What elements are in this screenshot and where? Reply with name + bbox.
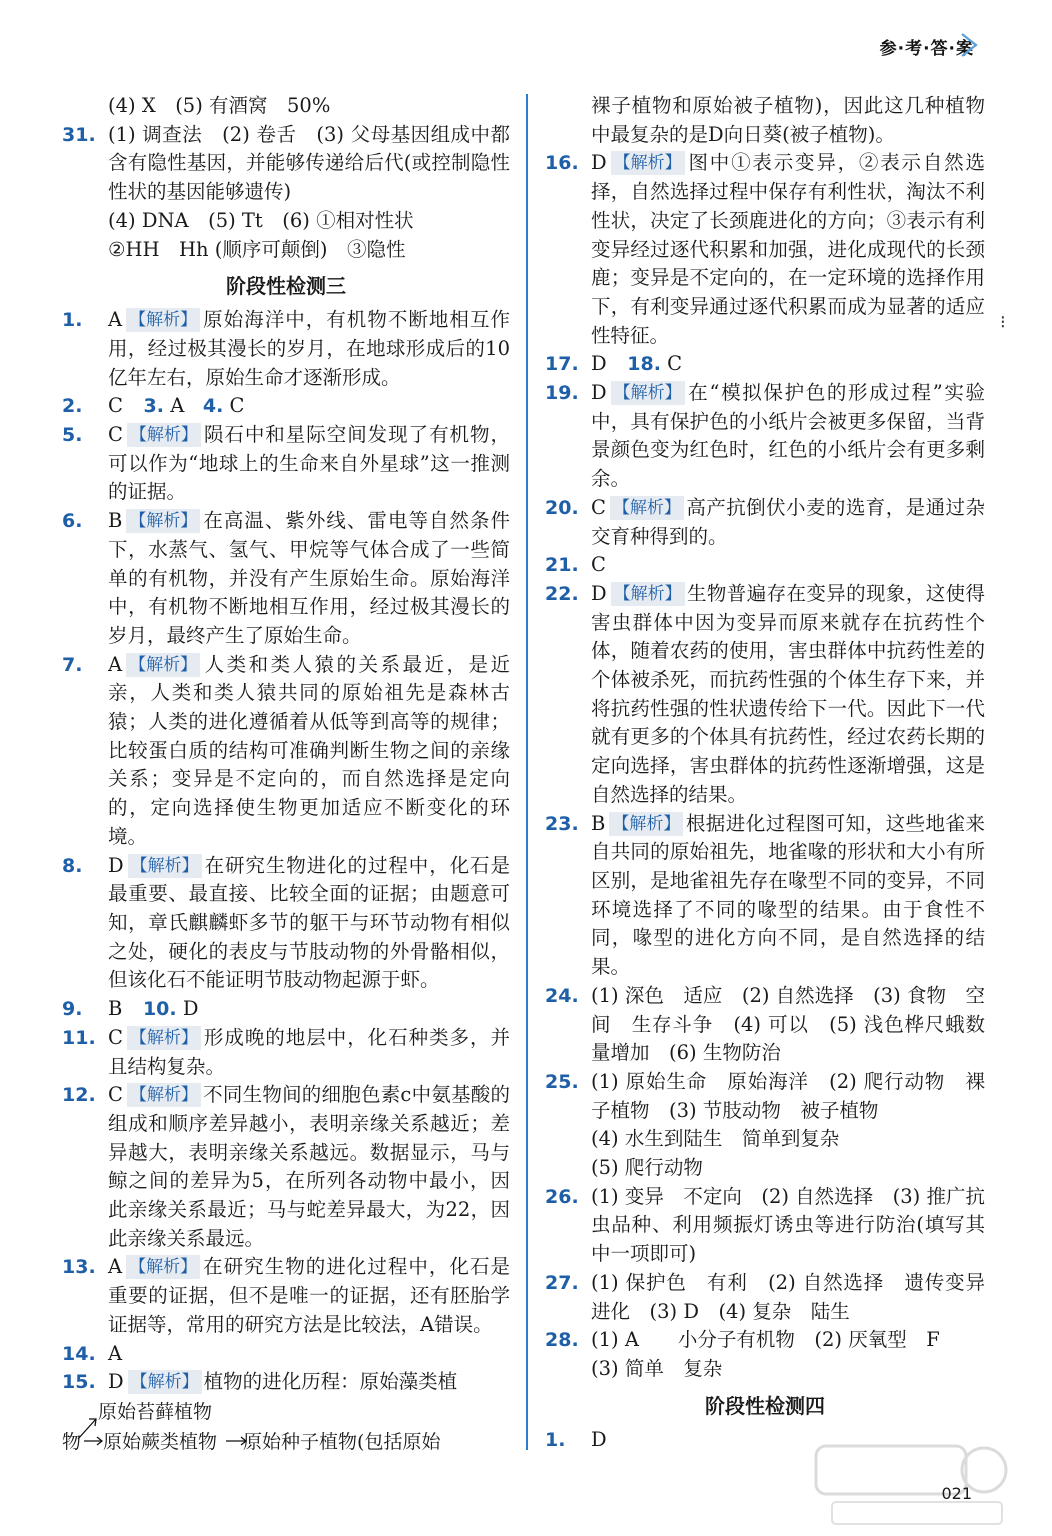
answer-31: [62, 121, 510, 265]
analysis-tag: 【解析】: [126, 1255, 200, 1279]
answer-choice: D: [591, 352, 607, 376]
answer-text: (1) 变异 不定向 (2) 自然选择 (3) 推广抗虫品种、利用频振灯诱虫等进行防治(填写其中一项即可): [591, 1184, 985, 1266]
analysis-text: 图中①表示变异，②表示自然选择，自然选择过程中保存有利性状，淘汰不利性状，决定了长颈鹿进化的方向；③表示有利变异经过逐代积累和加强，进化成现代的长颈鹿；变异是不定向的，在一定环境的选择作用下，有利变异通过逐代积累而成为显著的适应性特征。: [591, 151, 985, 347]
section-title: 阶段性检测三: [226, 274, 346, 299]
question-number: 20.: [545, 496, 579, 519]
answer-choice: B: [591, 811, 606, 835]
question-number: 2.: [62, 395, 83, 418]
answer-choice: C: [667, 352, 683, 376]
page-header-title: 参·考·答·案: [879, 39, 974, 59]
answer-choice: D: [108, 853, 124, 877]
analysis-tag: 【解析】: [126, 509, 200, 533]
question-number: 24.: [545, 984, 579, 1007]
analysis-text: 形成晚的地层中，化石种类多，并且结构复杂。: [108, 1025, 510, 1078]
question-number: 11.: [62, 1026, 96, 1049]
answer-item: [62, 1253, 510, 1339]
analysis-text: 不同生物间的细胞色素c中氨基酸的组成和顺序差异越小，表明亲缘关系越近；差异越大，表明亲缘关系越远。数据显示，马与鲸之间的差异为5，在所列各动物中最小，因此亲缘关系最近；马与蛇差异最大，为22，因此亲缘关系最远。: [108, 1083, 510, 1250]
answer-item: [545, 1326, 985, 1383]
section-title: 阶段性检测四: [705, 1393, 825, 1418]
answer-item: [62, 421, 510, 507]
question-number: 3.: [143, 395, 164, 418]
question-number: 27.: [545, 1271, 579, 1294]
question-number: 21.: [545, 554, 579, 577]
flow-upper-node: 原始苔藓植物: [98, 1400, 213, 1423]
answer-choice: D: [182, 997, 199, 1021]
answer-item: [545, 1183, 985, 1269]
answer-choice: D: [591, 1427, 607, 1451]
answer-line: (1) A 小分子有机物 (2) 厌氧型 F: [591, 1328, 940, 1352]
analysis-tag: 【解析】: [611, 151, 685, 175]
answer-text: (4) X (5) 有酒窝 50%: [108, 94, 331, 117]
answer-item: [62, 651, 510, 852]
answer-choice: C: [108, 394, 123, 418]
answer-item: [545, 982, 985, 1068]
analysis-text: 人类和类人猿的关系最近，是近亲，人类和类人猿共同的原始祖先是森林古猿；人类的进化遵循着从低等到高等的规律；比较蛋白质的结构可准确判断生物之间的亲缘关系；变异是不定向的，而自然选择是定向的，定向选择使生物更加适应不断变化的环境。: [108, 652, 510, 848]
analysis-text: 根据进化过程图可知，这些地雀来自共同的原始祖先，地雀喙的形状和大小有所区别，是地雀祖先存在喙型不同的变异，不同环境选择了不同的喙型的结果。由于食性不同，喙型的进化方向不同，是自然选择的结果。: [591, 811, 985, 979]
column-divider: [526, 94, 528, 1450]
question-number: 25.: [545, 1070, 579, 1093]
flow-end-node: 原始种子植物(包括原始: [243, 1430, 441, 1453]
flow-lower-row: [62, 1427, 440, 1454]
analysis-tag: 【解析】: [127, 1083, 201, 1107]
analysis-text: 裸子植物和原始被子植物)，因此这几种植物中最复杂的是D向日葵(被子植物)。: [591, 94, 985, 146]
answer-text: (1) 保护色 有利 (2) 自然选择 遗传变异 进化 (3) D (4) 复杂 陆生: [591, 1270, 1005, 1323]
question-number: 31.: [62, 123, 96, 146]
answer-choice: D: [591, 151, 607, 175]
answer-choice: C: [108, 1025, 123, 1049]
answer-item: [62, 852, 510, 996]
question-number: 19.: [545, 382, 579, 405]
answer-item: [62, 1340, 510, 1369]
analysis-text: 在高温、紫外线、雷电等自然条件下，水蒸气、氢气、甲烷等气体合成了一些简单的有机物，并没有产生原始生命。原始海洋中，有机物不断地相互作用，经过极其漫长的岁月，最终产生了原始生命。: [108, 509, 510, 647]
flow-mid-node: 原始蕨类植物: [103, 1430, 218, 1453]
question-number: 26.: [545, 1185, 579, 1208]
answer-choice: C: [229, 394, 245, 418]
question-number: 18.: [627, 353, 661, 376]
answer-item: [62, 1368, 510, 1397]
answer-item: [62, 392, 510, 421]
analysis-tag: 【解析】: [609, 812, 683, 836]
question-number: 8.: [62, 854, 83, 877]
answer-item: [62, 1024, 510, 1081]
question-number: 13.: [62, 1256, 96, 1279]
answer-choice: C: [591, 553, 606, 577]
analysis-tag: 【解析】: [611, 381, 685, 405]
answer-choice: A: [108, 308, 123, 332]
analysis-tag: 【解析】: [610, 496, 684, 520]
analysis-text: 在研究生物进化的过程中，化石是最重要、最直接、比较全面的证据；由题意可知，章氏麒麟虾多节的躯干与环节动物有相似之处，硬化的表皮与节肢动物的外骨骼相似，但该化石不能证明节肢动物起源于虾。: [108, 853, 510, 992]
answer-item: [545, 1068, 985, 1183]
answer-item: [545, 379, 985, 494]
answer-item: [545, 149, 985, 350]
answer-line: (1) 原始生命 原始海洋 (2) 爬行动物 裸子植物 (3) 节肢动物 被子植物: [591, 1069, 985, 1122]
answer-choice: A: [108, 1341, 123, 1365]
left-column: [62, 92, 510, 1455]
answer-choice: A: [108, 1255, 123, 1279]
answer-choice: C: [108, 423, 123, 447]
answer-choice: D: [108, 1370, 124, 1394]
answer-item: [545, 810, 985, 982]
analysis-text: 原始海洋中，有机物不断地相互作用，经过极其漫长的岁月，在地球形成后的10亿年左右，原始生命才逐渐形成。: [108, 308, 510, 389]
question-number: 4.: [202, 395, 224, 418]
analysis-tag: 【解析】: [126, 653, 200, 677]
page-number: 021: [941, 1484, 972, 1503]
answer-choice: B: [108, 997, 123, 1021]
question-number: 22.: [545, 582, 579, 605]
analysis-text: 高产抗倒伏小麦的选育，是通过杂交育种得到的。: [591, 495, 985, 548]
chevron-right-icon: [956, 32, 982, 58]
answer-line: (4) DNA (5) Tt (6) ①相对性状: [108, 208, 414, 232]
question-number: 10.: [142, 998, 177, 1021]
question-number: 5.: [62, 424, 83, 447]
question-number: 7.: [62, 653, 83, 676]
question-number: 6.: [62, 510, 83, 533]
analysis-tag: 【解析】: [127, 423, 201, 447]
analysis-text: 陨石中和星际空间发现了有机物，可以作为“地球上的生命来自外星球”这一推测的证据。: [108, 423, 510, 504]
answer-choice: B: [108, 509, 123, 533]
answer-30-tail: [62, 92, 510, 121]
question-number: 28.: [545, 1329, 579, 1352]
answer-choice: C: [108, 1083, 123, 1107]
answer-line: (5) 爬行动物: [591, 1156, 703, 1180]
question-number: 9.: [62, 998, 83, 1021]
answer-item: [545, 551, 985, 580]
answer-15-continued: [545, 92, 985, 149]
question-number: 12.: [62, 1084, 96, 1107]
answer-line: (1) 调查法 (2) 卷舌 (3) 父母基因组成中都含有隐性基因，并能够传递给后代(或控制隐性性状的基因能够遗传): [108, 122, 510, 204]
margin-dots: ⁝: [1000, 312, 1006, 333]
analysis-tag: 【解析】: [127, 1026, 201, 1050]
answer-text: (1) 深色 适应 (2) 自然选择 (3) 食物 空间 生存斗争 (4) 可以 (5) 浅色桦尺蛾数量增加 (6) 生物防治: [591, 983, 985, 1065]
question-number: 1.: [62, 309, 83, 332]
question-number: 1.: [545, 1428, 566, 1451]
answer-item: [545, 1269, 1005, 1326]
answer-choice: A: [108, 652, 123, 676]
answer-line: ②HH Hh (顺序可颠倒) ③隐性: [108, 237, 406, 261]
plant-evolution-flow: [62, 1397, 510, 1455]
analysis-tag: 【解析】: [126, 308, 200, 332]
answer-choice: A: [170, 394, 185, 418]
question-number: 16.: [545, 152, 579, 175]
answer-choice: D: [591, 381, 607, 405]
answer-item: [545, 494, 985, 551]
question-number: 23.: [545, 812, 579, 835]
question-number: 14.: [62, 1342, 96, 1365]
analysis-text: 在“模拟保护色的形成过程”实验中，具有保护色的小纸片会被更多保留，当背景颜色变为红色时，红色的小纸片会有更多剩余。: [591, 381, 985, 491]
answer-item: [62, 995, 510, 1024]
answer-item: [62, 1081, 510, 1253]
answer-choice: C: [591, 495, 606, 519]
answer-item: [62, 306, 510, 392]
answer-item: [62, 507, 510, 651]
answer-item: [545, 350, 985, 379]
answer-item: [545, 580, 985, 810]
analysis-text: 在研究生物的进化过程中，化石是重要的证据，但不是唯一的证据，还有胚胎学证据等，常用的研究方法是比较法，A错误。: [108, 1255, 510, 1336]
question-number: 17.: [545, 353, 579, 376]
analysis-text: 生物普遍存在变异的现象，这使得害虫群体中因为变异而原来就存在抗药性个体，随着农药的使用，害虫群体中抗药性差的个体被杀死，而抗药性强的个体生存下来，并将抗药性强的性状遗传给下一代。因此下一代就有更多的个体具有抗药性，经过农药长期的定向选择，害虫群体的抗药性逐渐增强，这是自然选择的结果。: [591, 581, 985, 806]
right-column: [545, 92, 1005, 1454]
answer-line: (4) 水生到陆生 简单到复杂: [591, 1127, 840, 1151]
question-number: 15.: [62, 1371, 96, 1394]
watermark-logo: [812, 1440, 1012, 1530]
answer-line: (3) 简单 复杂: [591, 1356, 723, 1380]
analysis-tag: 【解析】: [128, 1370, 202, 1394]
flow-start: 物: [62, 1430, 82, 1453]
answer-choice: D: [591, 581, 607, 605]
analysis-tag: 【解析】: [128, 854, 202, 878]
analysis-text: 植物的进化历程：原始藻类植: [203, 1370, 458, 1394]
analysis-tag: 【解析】: [611, 582, 685, 606]
